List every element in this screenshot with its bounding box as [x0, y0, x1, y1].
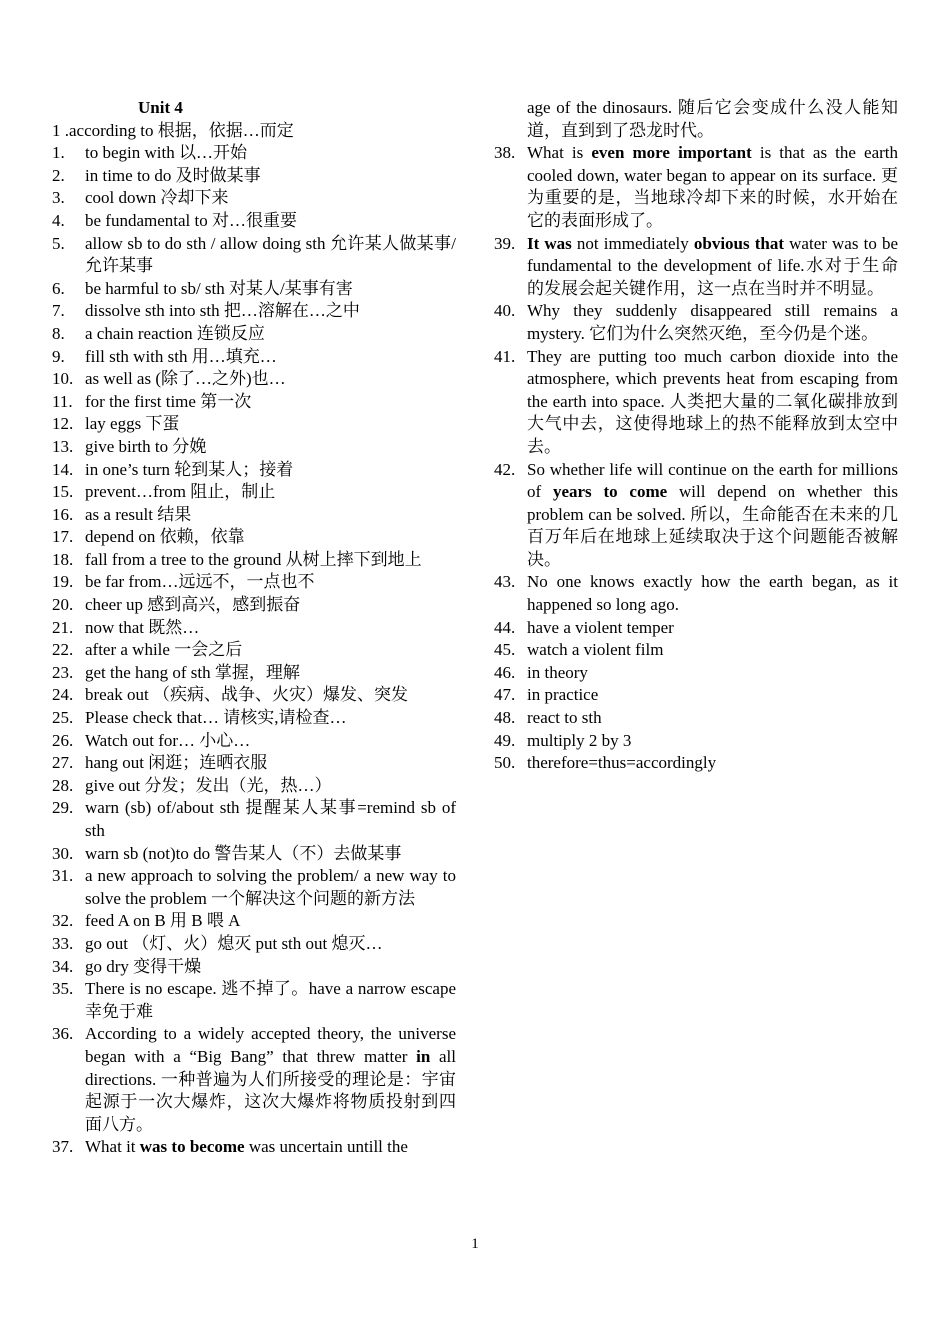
list-item [494, 617, 898, 640]
text-segment: will depend on whether this problem can be solved. 所以，生命能否在未来的几百万年后在地球上延续取决于这个问题能否被解决。 [527, 482, 899, 569]
text-segment: break out （疾病、战争、火灾）爆发、突发 [85, 685, 408, 705]
item-number: 33. [52, 933, 74, 953]
list-item [494, 571, 898, 616]
text-segment: all directions. 一种普遍为人们所接受的理论是：宇宙起源于一次大爆炸，这次大爆炸将物质投射到四面八方。 [85, 1046, 456, 1134]
item-number: 47. [494, 685, 516, 705]
text-segment: fall from a tree to the ground 从树上摔下到地上 [85, 549, 422, 569]
item-text [85, 549, 456, 572]
list-item [494, 233, 898, 301]
text-segment: to begin with 以…开始 [85, 143, 247, 163]
list-item [52, 549, 456, 572]
item-text [85, 684, 456, 707]
text-segment: warn (sb) of/about sth 提醒某人某事=remind sb of sth [85, 798, 456, 840]
list-item [52, 752, 456, 775]
list-item [52, 391, 456, 414]
item-text [85, 368, 456, 391]
text-segment: not immediately [571, 233, 694, 253]
item-number: 20. [52, 595, 74, 615]
text-segment: is that as the earth cooled down, water began to appear on its surface. 更为重要的是，当地球冷却下来的时候，水开始在它的表面形成了。 [527, 143, 899, 230]
text-segment: in time to do 及时做某事 [85, 165, 261, 185]
item-text [85, 165, 456, 188]
list-item [52, 368, 456, 391]
item-text [85, 707, 456, 730]
item-number: 12. [52, 414, 74, 434]
item-text [527, 639, 898, 662]
list-item [494, 346, 898, 459]
bold-phrase: obvious that [693, 233, 785, 253]
item-text [85, 436, 456, 459]
text-segment: There is no escape. 逃不掉了。have a narrow escape 幸免于难 [85, 979, 456, 1021]
item-number: 39. [494, 233, 516, 253]
item-text [85, 142, 456, 165]
text-segment: therefore=thus=accordingly [527, 753, 717, 773]
list-item [52, 278, 456, 301]
item-number: 42. [494, 459, 516, 479]
text-segment: be fundamental to 对…很重要 [85, 210, 297, 230]
text-segment: as well as (除了…之外)也… [85, 369, 286, 389]
list-item [52, 571, 456, 594]
text-segment: feed A on B 用 B 喂 A [85, 911, 241, 931]
item-number: 1. [52, 143, 65, 163]
item-text [85, 571, 456, 594]
item-text [85, 278, 456, 301]
text-segment: give out 分发；发出（光，热…） [85, 775, 332, 795]
list-item [494, 142, 898, 232]
text-segment: dissolve sth into sth 把…溶解在…之中 [85, 301, 360, 321]
item-text [527, 571, 898, 616]
item-number: 9. [52, 346, 65, 366]
item-text [85, 865, 456, 910]
text-segment: after a while 一会之后 [85, 640, 243, 660]
item-text [527, 662, 898, 685]
left-column [52, 97, 456, 1159]
item-text [85, 526, 456, 549]
item-number: 45. [494, 640, 516, 660]
item-number: 25. [52, 708, 74, 728]
item-text [85, 504, 456, 527]
list-item [52, 323, 456, 346]
item-number: 11. [52, 391, 73, 411]
item-text [527, 142, 898, 232]
item-number: 50. [494, 753, 516, 773]
item-text [527, 730, 898, 753]
item-text [85, 662, 456, 685]
list-item [494, 752, 898, 775]
item-text [85, 843, 456, 866]
text-segment: What is [527, 143, 592, 163]
item-number: 49. [494, 730, 516, 750]
item-number: 3. [52, 188, 65, 208]
list-item [52, 459, 456, 482]
item-text [527, 346, 898, 459]
text-segment: lay eggs 下蛋 [85, 414, 180, 434]
list-item [52, 187, 456, 210]
item-number: 29. [52, 798, 74, 818]
text-segment: in practice [527, 685, 599, 705]
text-segment: cool down 冷却下来 [85, 188, 229, 208]
list-item [494, 662, 898, 685]
item-text [85, 481, 456, 504]
list-item [52, 707, 456, 730]
right-column [494, 97, 898, 775]
text-segment: They are putting too much carbon dioxide into the atmosphere, which prevents heat from escaping from the earth into space. 人类把大量的二氧化碳排放到大气中去，这使得地球上的热不能释放到太空中去。 [527, 346, 898, 456]
text-segment: was uncertain untill the [244, 1137, 408, 1157]
item-text [85, 391, 456, 414]
list-item [494, 730, 898, 753]
list-item [494, 300, 898, 345]
list-item [52, 617, 456, 640]
item-text [85, 233, 456, 278]
bold-phrase: years to come [552, 482, 668, 502]
text-segment: a new approach to solving the problem/ a new way to solve the problem 一个解决这个问题的新方法 [85, 866, 456, 908]
item-text [85, 459, 456, 482]
text-segment: warn sb (not)to do 警告某人（不）去做某事 [85, 843, 402, 863]
list-item [52, 662, 456, 685]
item-number: 17. [52, 527, 74, 547]
item-number: 38. [494, 143, 516, 163]
item-number: 34. [52, 956, 74, 976]
text-segment: go out （灯、火）熄灭 put sth out 熄灭… [85, 933, 383, 953]
list-item [52, 1023, 456, 1136]
item-text [85, 594, 456, 617]
item-number: 21. [52, 617, 74, 637]
item-number: 46. [494, 662, 516, 682]
item-number: 43. [494, 572, 516, 592]
text-segment: watch a violent film [527, 640, 664, 660]
text-segment: So whether life will continue on the earth for millions of [527, 459, 898, 502]
item-number: 48. [494, 708, 516, 728]
text-segment: No one knows exactly how the earth began, as it happened so long ago. [527, 572, 898, 615]
bold-phrase: was to become [139, 1137, 245, 1157]
list-item [52, 300, 456, 323]
text-segment: in one’s turn 轮到某人；接着 [85, 459, 294, 479]
list-item [52, 526, 456, 549]
item-number: 36. [52, 1024, 74, 1044]
list-item [494, 459, 898, 572]
item-number: 19. [52, 572, 74, 592]
text-segment: multiply 2 by 3 [527, 730, 632, 750]
item-number: 10. [52, 369, 74, 389]
text-segment: According to a widely accepted theory, the universe began with a “Big Bang” that threw matter [85, 1024, 456, 1066]
item-text [527, 459, 898, 572]
item-number: 23. [52, 662, 74, 682]
item-number: 30. [52, 843, 74, 863]
continued-text: age of the dinosaurs. 随后它会变成什么没人能知道，直到到了恐龙时代。 [527, 98, 898, 140]
list-item [52, 504, 456, 527]
item-text [85, 797, 456, 842]
item-number: 37. [52, 1137, 74, 1157]
text-segment: Please check that… 请核实,请检查… [85, 708, 347, 728]
item-text [85, 730, 456, 753]
text-segment: get the hang of sth 掌握，理解 [85, 662, 300, 682]
item-text [85, 1023, 456, 1136]
item-number: 32. [52, 911, 74, 931]
item-number: 40. [494, 301, 516, 321]
text-segment: allow sb to do sth / allow doing sth 允许某人做某事/ 允许某事 [85, 233, 456, 276]
item-text [85, 187, 456, 210]
item-number: 28. [52, 775, 74, 795]
text-segment: cheer up 感到高兴，感到振奋 [85, 595, 301, 615]
item-number: 14. [52, 459, 74, 479]
list-item [52, 1136, 456, 1159]
text-segment: react to sth [527, 708, 602, 728]
list-item [52, 730, 456, 753]
list-item [52, 413, 456, 436]
item-number: 22. [52, 640, 74, 660]
list-item [52, 775, 456, 798]
list-item [494, 684, 898, 707]
item-number: 16. [52, 504, 74, 524]
list-item [52, 142, 456, 165]
list-item [52, 436, 456, 459]
item-number: 35. [52, 979, 74, 999]
item-number: 18. [52, 549, 74, 569]
list-item [52, 910, 456, 933]
text-segment: fill sth with sth 用…填充… [85, 346, 277, 366]
text-segment: for the first time 第一次 [85, 391, 252, 411]
item-number: 8. [52, 323, 65, 343]
item-text [85, 1136, 456, 1159]
item-number: 44. [494, 617, 516, 637]
text-segment: prevent…from 阻止，制止 [85, 482, 276, 502]
item-number: 26. [52, 730, 74, 750]
vocab-list-left [52, 142, 456, 1159]
item-text [85, 933, 456, 956]
item-number: 2. [52, 165, 65, 185]
list-item [494, 639, 898, 662]
text-segment: now that 既然… [85, 617, 200, 637]
item-number: 31. [52, 866, 74, 886]
list-item [52, 978, 456, 1023]
item-text [527, 233, 898, 301]
list-item [52, 684, 456, 707]
text-segment: be harmful to sb/ sth 对某人/某事有害 [85, 278, 353, 298]
item-text [85, 752, 456, 775]
item-number: 15. [52, 482, 74, 502]
page-number: 1 [471, 1236, 479, 1252]
text-segment: depend on 依赖，依靠 [85, 527, 245, 547]
text-segment: be far from…远远不，一点也不 [85, 572, 315, 592]
text-segment: water was to be fundamental to the development of life.水对于生命的发展会起关键作用，这一点在当时并不明显。 [527, 233, 898, 298]
list-item [52, 843, 456, 866]
item-text [527, 684, 898, 707]
item-text [85, 346, 456, 369]
item-text [85, 775, 456, 798]
item-number: 5. [52, 233, 65, 253]
item-text [527, 617, 898, 640]
list-item [52, 210, 456, 233]
item-text [527, 707, 898, 730]
text-segment: have a violent temper [527, 617, 674, 637]
item-number: 27. [52, 753, 74, 773]
item-text [85, 978, 456, 1023]
item-text [85, 617, 456, 640]
list-item [52, 346, 456, 369]
item-number: 4. [52, 210, 65, 230]
intro-line: 1 .according to 根据，依据…而定 [52, 120, 294, 140]
bold-phrase: It was [527, 233, 572, 253]
list-item [494, 707, 898, 730]
text-segment: as a result 结果 [85, 504, 192, 524]
list-item [52, 865, 456, 910]
text-segment: go dry 变得干燥 [85, 956, 202, 976]
list-item [52, 639, 456, 662]
text-segment: hang out 闲逛；连晒衣服 [85, 753, 268, 773]
unit-title: Unit 4 [138, 98, 183, 117]
item-text [85, 910, 456, 933]
list-item [52, 797, 456, 842]
list-item [52, 233, 456, 278]
item-text [527, 300, 898, 345]
item-number: 6. [52, 278, 65, 298]
item-text [85, 300, 456, 323]
item-number: 13. [52, 436, 74, 456]
item-text [85, 210, 456, 233]
list-item [52, 933, 456, 956]
item-number: 41. [494, 346, 516, 366]
item-text [85, 639, 456, 662]
item-text [85, 323, 456, 346]
list-item [52, 165, 456, 188]
text-segment: Why they suddenly disappeared still remains a mystery. 它们为什么突然灭绝，至今仍是个迷。 [527, 301, 898, 343]
text-segment: give birth to 分娩 [85, 436, 207, 456]
item-number: 24. [52, 685, 74, 705]
item-number: 7. [52, 301, 65, 321]
vocab-list-right [494, 142, 898, 775]
item-text [527, 752, 898, 775]
bold-phrase: in [416, 1046, 431, 1066]
item-text [85, 956, 456, 979]
list-item [52, 956, 456, 979]
item-text [85, 413, 456, 436]
text-segment: in theory [527, 662, 588, 682]
text-segment: What it [85, 1137, 140, 1157]
list-item [52, 594, 456, 617]
bold-phrase: even more important [591, 143, 752, 163]
text-segment: Watch out for… 小心… [85, 730, 251, 750]
list-item [52, 481, 456, 504]
text-segment: a chain reaction 连锁反应 [85, 323, 265, 343]
